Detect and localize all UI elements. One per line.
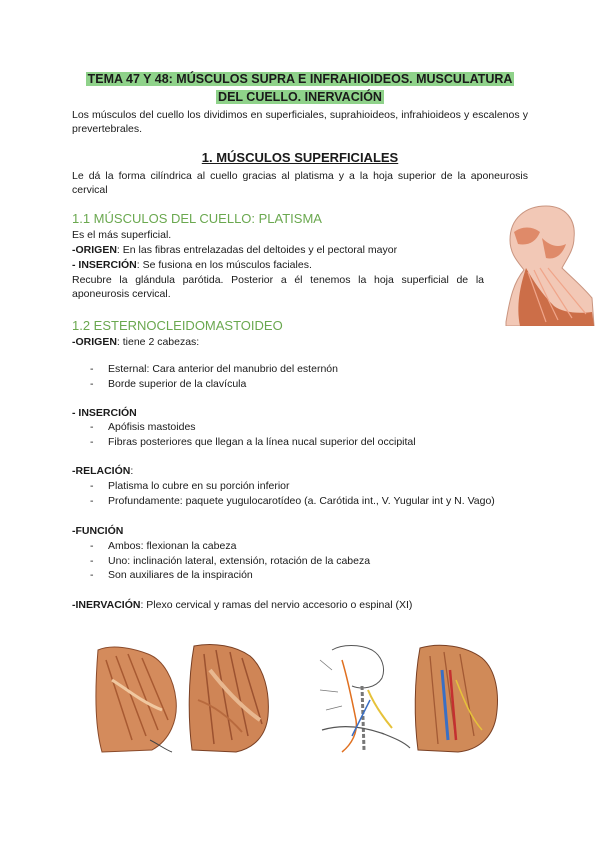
origen-label: -ORIGEN <box>72 336 117 348</box>
origen-list <box>90 362 338 391</box>
ecm-relacion: -RELACIÓN: <box>72 465 134 477</box>
list-item: - Ambos: flexionan la cabeza <box>90 540 237 552</box>
intro-paragraph: Los músculos del cuello los dividimos en superficiales, suprahioideos, infrahioideos y escalenos y prevertebrales. <box>72 109 528 135</box>
relacion-label: -RELACIÓN <box>72 465 131 477</box>
insercion-text: : Se fusiona en los músculos faciales. <box>136 259 312 271</box>
list-item: - Profundamente: paquete yugulocarotídeo (a. Carótida int., V. Yugular int y N. Vago) <box>90 494 495 507</box>
subsection-heading-platisma: 1.1 MÚSCULOS DEL CUELLO: PLATISMA <box>72 211 322 226</box>
origen-text: : En las fibras entrelazadas del deltoides y el pectoral mayor <box>116 244 398 256</box>
list-item: - Apófisis mastoides <box>90 421 196 433</box>
funcion-label: -FUNCIÓN <box>72 525 124 537</box>
cervical-skeleton-nerves-diagram <box>312 640 412 755</box>
insercion-list <box>90 420 416 449</box>
platisma-paragraph: Recubre la glándula parótida. Posterior a él tenemos la hoja superficial de la aponeurosis cervical. <box>72 274 484 300</box>
insercion-label: - INSERCIÓN <box>72 407 137 419</box>
list-item: - Borde superior de la clavícula <box>90 377 247 390</box>
list-item: - Uno: inclinación lateral, extensión, rotación de la cabeza <box>90 554 371 567</box>
inervacion-label: -INERVACIÓN <box>72 599 141 611</box>
document-title <box>60 70 540 106</box>
list-item: - Platisma lo cubre en su porción inferior <box>90 480 290 492</box>
inervacion-text: : Plexo cervical y ramas del nervio accesorio o espinal (XI) <box>140 599 413 611</box>
origen-label: -ORIGEN <box>72 244 117 256</box>
title-line-1: TEMA 47 Y 48: MÚSCULOS SUPRA E INFRAHIOIDEOS. MUSCULATURA <box>87 72 513 86</box>
list-item: - Son auxiliares de la inspiración <box>90 569 253 581</box>
neck-dissection-illustration-2 <box>184 640 274 755</box>
platisma-insercion <box>72 258 312 272</box>
origen-text: : tiene 2 cabezas: <box>116 336 200 348</box>
neck-dissection-illustration-1 <box>92 640 182 755</box>
funcion-list <box>90 539 370 583</box>
title-line-2: DEL CUELLO. INERVACIÓN <box>218 90 382 104</box>
ecm-origen <box>72 335 199 349</box>
ecm-funcion <box>72 524 123 538</box>
relacion-list <box>90 479 495 508</box>
ecm-insercion <box>72 406 137 420</box>
insercion-label: - INSERCIÓN <box>72 259 137 271</box>
list-item: - Fibras posteriores que llegan a la línea nucal superior del occipital <box>90 435 416 448</box>
platisma-illustration <box>496 202 596 326</box>
neck-vessels-illustration <box>412 640 502 755</box>
section-superficiales-text: Le dá la forma cilíndrica al cuello gracias al platisma y a la hoja superior de la aponeurosis cervical <box>72 170 528 196</box>
list-item: - Esternal: Cara anterior del manubrio del esternón <box>90 363 338 375</box>
section-heading-superficiales: 1. MÚSCULOS SUPERFICIALES <box>201 150 399 165</box>
platisma-line-1: Es el más superficial. <box>72 229 172 241</box>
subsection-heading-ecm: 1.2 ESTERNOCLEIDOMASTOIDEO <box>72 318 283 333</box>
ecm-inervacion <box>72 598 412 612</box>
platisma-origen <box>72 243 397 257</box>
